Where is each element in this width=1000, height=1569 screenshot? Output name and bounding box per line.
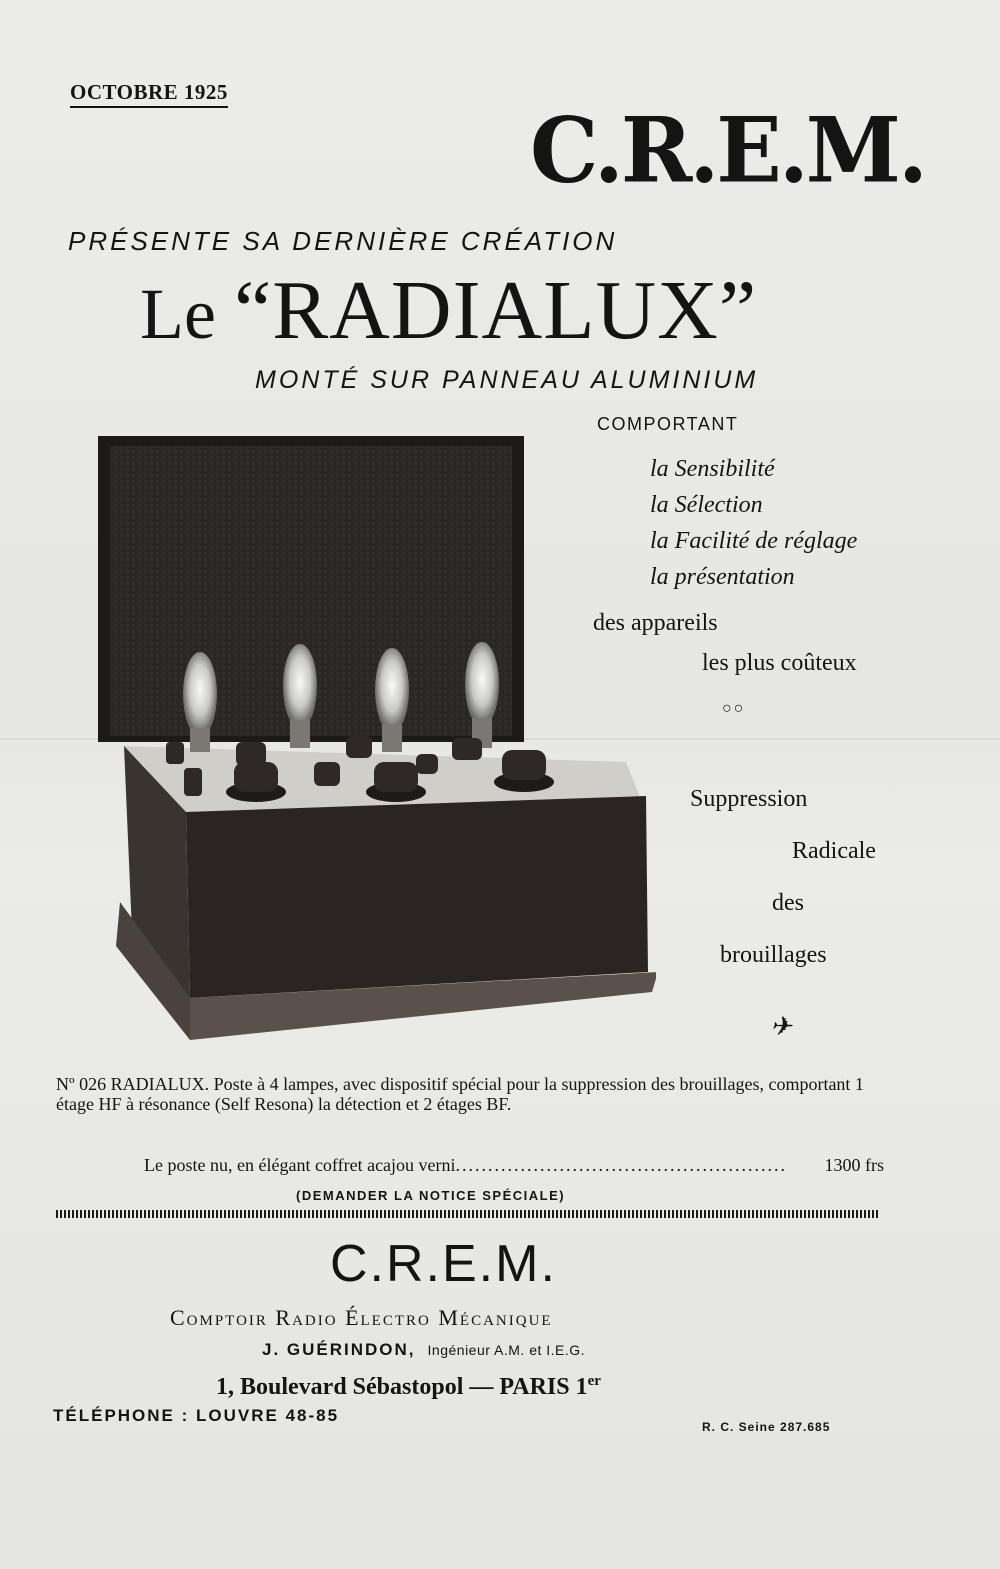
feature-item: la présentation: [650, 564, 795, 590]
title-name: “RADIALUX”: [233, 264, 758, 357]
director-title: Ingénieur A.M. et I.E.G.: [427, 1342, 586, 1358]
suppression-word: brouillages: [720, 942, 827, 968]
director-line: [262, 1340, 585, 1360]
address: [216, 1373, 601, 1401]
registration-number: R. C. Seine 287.685: [702, 1420, 831, 1434]
director-name: J. GUÉRINDON,: [262, 1340, 416, 1359]
ornament: ○○: [722, 700, 746, 717]
swash-ornament: ✈: [770, 1012, 792, 1041]
feature-item: la Sensibilité: [650, 456, 775, 482]
telephone: TÉLÉPHONE : LOUVRE 48-85: [53, 1406, 340, 1425]
divider: [56, 1210, 880, 1218]
tagline: PRÉSENTE SA DERNIÈRE CRÉATION: [68, 226, 618, 256]
feature-item: la Facilité de réglage: [650, 528, 858, 554]
brand-logo: C.R.E.M.: [530, 97, 925, 204]
appareils-line2: les plus coûteux: [702, 650, 857, 676]
feature-item: la Sélection: [650, 492, 763, 518]
price-row: [144, 1155, 884, 1176]
product-description: Nº 026 RADIALUX. Poste à 4 lampes, avec dispositif spécial pour la suppression des brouillages, comportant 1 étage HF à résonance (Self Resona) la détection et 2 étages BF.: [56, 1074, 864, 1114]
radio-set-photo: [96, 432, 656, 1044]
title-prefix: Le: [140, 274, 216, 354]
notice-request: (DEMANDER LA NOTICE SPÉCIALE): [296, 1188, 566, 1203]
footer-brand: C.R.E.M.: [330, 1235, 557, 1293]
product-title: [140, 262, 757, 359]
suppression-word: Suppression: [690, 786, 808, 812]
price-label: Le poste nu, en élégant coffret acajou verni: [144, 1155, 456, 1175]
suppression-word: Radicale: [792, 838, 876, 864]
appareils-line1: des appareils: [593, 610, 718, 636]
price-leader: ...................................................: [455, 1155, 788, 1175]
suppression-word: des: [772, 890, 804, 916]
address-text: 1, Boulevard Sébastopol — PARIS 1: [216, 1374, 588, 1400]
address-sup: er: [587, 1373, 601, 1389]
product-subtitle: MONTÉ SUR PANNEAU ALUMINIUM: [255, 366, 759, 394]
company-name: Comptoir Radio Électro Mécanique: [170, 1305, 553, 1330]
issue-date: OCTOBRE 1925: [70, 80, 228, 108]
price-value: 1300 frs: [824, 1155, 884, 1175]
comportant-label: COMPORTANT: [597, 414, 739, 434]
